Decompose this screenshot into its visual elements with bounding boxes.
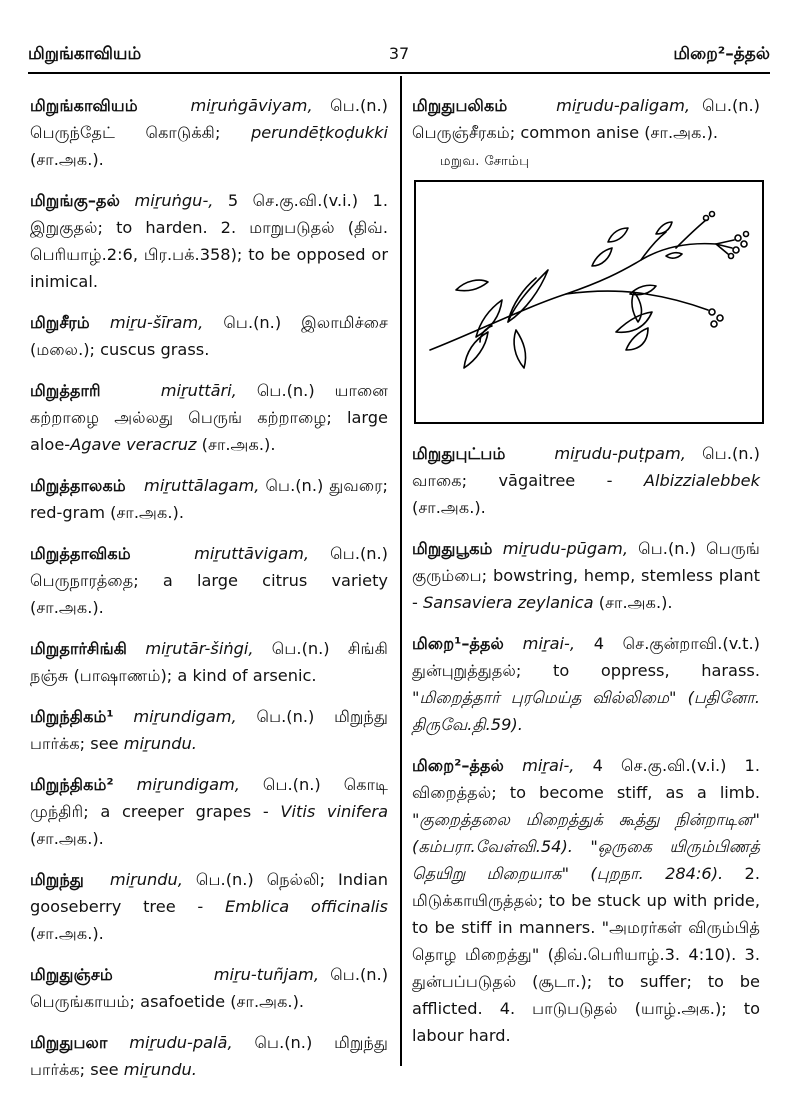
dictionary-entry bbox=[412, 535, 760, 616]
dictionary-entry bbox=[30, 635, 388, 689]
entry-transliteration: miṟudu-puṭpam, bbox=[554, 444, 686, 463]
dictionary-entry bbox=[412, 630, 760, 738]
dictionary-entry bbox=[30, 866, 388, 947]
entry-definition: பெ.(n.) சிங்கி நஞ்சு (பாஷாணம்); a kind of arsenic. bbox=[30, 639, 388, 685]
entry-headword: மிறுசீரம் bbox=[30, 313, 90, 332]
entry-headword: மிறுத்தாவிகம் bbox=[30, 544, 131, 563]
entry-headword: மிறை²–த்தல் bbox=[412, 756, 504, 775]
entry-headword: மிறுங்காவியம் bbox=[30, 96, 138, 115]
entry-italic-text: miṟundu. bbox=[123, 1060, 197, 1079]
entry-transliteration: miṟutār-šiṅgi, bbox=[145, 639, 254, 658]
entry-headword: மிறுதார்சிங்கி bbox=[30, 639, 128, 658]
page-number: 37 bbox=[388, 44, 410, 63]
entry-source: (சா.அக.). bbox=[30, 150, 104, 169]
entry-definition: பெ.(n.) இலாமிச்சை (மலை.); cuscus grass. bbox=[30, 313, 388, 359]
dictionary-entry bbox=[412, 752, 760, 1049]
entry-definition: 4 செ.குன்றாவி.(v.t.) துன்புறுத்துதல்; to oppress, harass. bbox=[412, 634, 760, 680]
dictionary-entry bbox=[30, 92, 388, 173]
anise-plant-drawing bbox=[416, 182, 762, 422]
entry-transliteration: miṟundu, bbox=[109, 870, 183, 889]
entry-transliteration: miṟuttāri, bbox=[160, 381, 237, 400]
entry-headword: மிறுத்தாலகம் bbox=[30, 476, 126, 495]
header-rule bbox=[28, 72, 770, 74]
dictionary-entry bbox=[412, 440, 760, 521]
entry-transliteration: miṟudu-paligam, bbox=[556, 96, 690, 115]
entry-italic-text: Sansaviera zeylanica bbox=[423, 593, 594, 612]
entry-definition: பெ.(n.) மிறுந்து பார்க்க; see bbox=[30, 707, 388, 753]
dictionary-entry bbox=[30, 1029, 388, 1083]
entry-definition: பெ.(n.) வாகை; vāgaitree - bbox=[412, 444, 760, 490]
entry-transliteration: miṟuttāvigam, bbox=[194, 544, 310, 563]
entry-italic-text: miṟundu. bbox=[123, 734, 197, 753]
dictionary-entry bbox=[30, 771, 388, 852]
entry-quotation: "மிறைத்தார் புரமெய்த வில்லிமை" (பதினோ. திருவே.தி.59). bbox=[412, 688, 760, 734]
entry-italic-text: Agave veracruz bbox=[70, 435, 197, 454]
entry-headword: மிறுந்திகம்² bbox=[30, 775, 114, 794]
entry-source: (சா.அக.). bbox=[201, 435, 276, 454]
entry-definition: 5 செ.கு.வி.(v.i.) 1. இறுகுதல்; to harden. 2. மாறுபடுதல் (திவ். பெரியாழ்.2:6, பிர.பக்.358); to be opposed or inimical. bbox=[30, 191, 388, 291]
entry-italic-text: Albizzialebbek bbox=[643, 471, 760, 490]
page-header bbox=[28, 44, 770, 74]
entry-transliteration: miṟuttālagam, bbox=[144, 476, 260, 495]
dictionary-entry bbox=[30, 540, 388, 621]
entry-definition: பெ.(n.) துவரை; red-gram (சா.அக.). bbox=[30, 476, 389, 522]
entry-headword: மிறை¹–த்தல் bbox=[412, 634, 504, 653]
header-left-guideword: மிறுங்காவியம் bbox=[28, 44, 142, 64]
entry-definition: 4 செ.கு.வி.(v.i.) 1. விறைத்தல்; to become stiff, as a limb. bbox=[412, 756, 760, 802]
entry-definition: பெ.(n.) மிறுந்து பார்க்க; see bbox=[30, 1033, 388, 1079]
figure-caption: மறுவ. சோம்பு bbox=[440, 154, 530, 169]
entry-definition: பெ.(n.) பெருந்தேட் கொடுக்கி; bbox=[30, 96, 388, 142]
entry-definition: பெ.(n.) நெல்லி; Indian gooseberry tree - bbox=[30, 870, 388, 916]
entry-source: (சா.அக.). bbox=[598, 593, 673, 612]
entry-headword: மிறுதுபலா bbox=[30, 1033, 108, 1052]
entry-headword: மிறுதுபுட்பம் bbox=[412, 444, 506, 463]
entry-italic-text: perundēṭkoḍukki bbox=[250, 123, 388, 142]
entry-definition: பெ.(n.) பெருஞ்சீரகம்; common anise (சா.அக.). bbox=[412, 96, 760, 142]
entry-transliteration: miṟudu-palā, bbox=[129, 1033, 233, 1052]
column-divider bbox=[400, 76, 402, 1066]
entry-transliteration: miṟuṅgāviyam, bbox=[190, 96, 313, 115]
left-column bbox=[30, 92, 388, 1097]
entry-transliteration: miṟudu-pūgam, bbox=[502, 539, 628, 558]
entry-definition: பெ.(n.) பெருநாரத்தை; a large citrus variety (சா.அக.). bbox=[30, 544, 388, 617]
entry-headword: மிறுந்திகம்¹ bbox=[30, 707, 114, 726]
header-right-guideword: மிறை²–த்தல் bbox=[673, 44, 770, 64]
entry-transliteration: miṟai-, bbox=[522, 756, 575, 775]
entry-headword: மிறுங்கு–தல் bbox=[30, 191, 121, 210]
entry-definition: பெ.(n.) கொடி முந்திரி; a creeper grapes - bbox=[30, 775, 388, 821]
dictionary-entry bbox=[30, 377, 388, 458]
entry-headword: மிறுதுஞ்சம் bbox=[30, 965, 113, 984]
entry-definition-continued: 2. மிடுக்காயிருத்தல்; to be stuck up with pride, to be stiff in manners. "அமரர்கள் விரும்பித் தொழ மிறைத்து" (திவ்.பெரியாழ்.3. 4:10). 3. துன்பப்படுதல் (சூடா.); to suffer; to be afflicted. 4. பாடுபடுதல் (யாழ்.அக.); to labour hard. bbox=[412, 864, 760, 1045]
entry-italic-text: Emblica officinalis bbox=[225, 897, 388, 916]
entry-definition: பெ.(n.) பெருங்காயம்; asafoetide (சா.அக.). bbox=[30, 965, 389, 1011]
entry-source: (சா.அக.). bbox=[412, 498, 486, 517]
dictionary-entry bbox=[30, 309, 388, 363]
dictionary-entry bbox=[30, 961, 388, 1015]
entry-headword: மிறுதுபலிகம் bbox=[412, 96, 508, 115]
entry-definition: பெ.(n.) யானை கற்றாழை அல்லது பெருங் கற்றாழை; large aloe- bbox=[30, 381, 388, 454]
entry-transliteration: miṟu-tuñjam, bbox=[213, 965, 319, 984]
plant-illustration bbox=[414, 180, 764, 424]
entry-transliteration: miṟundigam, bbox=[133, 707, 237, 726]
entry-definition: பெ.(n.) பெருங் குரும்பை; bowstring, hemp, stemless plant - bbox=[412, 539, 760, 612]
entry-transliteration: miṟai-, bbox=[522, 634, 575, 653]
entry-headword: மிறுதுபூகம் bbox=[412, 539, 493, 558]
dictionary-entry bbox=[30, 187, 388, 295]
entry-source: (சா.அக.). bbox=[30, 829, 104, 848]
dictionary-entry bbox=[412, 92, 760, 146]
entry-italic-text: Vitis vinifera bbox=[280, 802, 388, 821]
entry-transliteration: miṟundigam, bbox=[136, 775, 240, 794]
entry-quotation: "குறைத்தலை மிறைத்துக் கூத்து நின்றாடின" (கம்பரா.வேள்வி.54). "ஒருகை யிரும்பிணத் தெயிறு மிறையாக" (புறநா. 284:6). bbox=[412, 810, 760, 883]
entry-headword: மிறுத்தாரி bbox=[30, 381, 101, 400]
entry-source: (சா.அக.). bbox=[30, 924, 104, 943]
entry-headword: மிறுந்து bbox=[30, 870, 84, 889]
dictionary-entry bbox=[30, 472, 388, 526]
dictionary-entry bbox=[30, 703, 388, 757]
entry-transliteration: miṟuṅgu-, bbox=[134, 191, 214, 210]
right-column bbox=[412, 92, 760, 1063]
entry-transliteration: miṟu-šīram, bbox=[109, 313, 204, 332]
